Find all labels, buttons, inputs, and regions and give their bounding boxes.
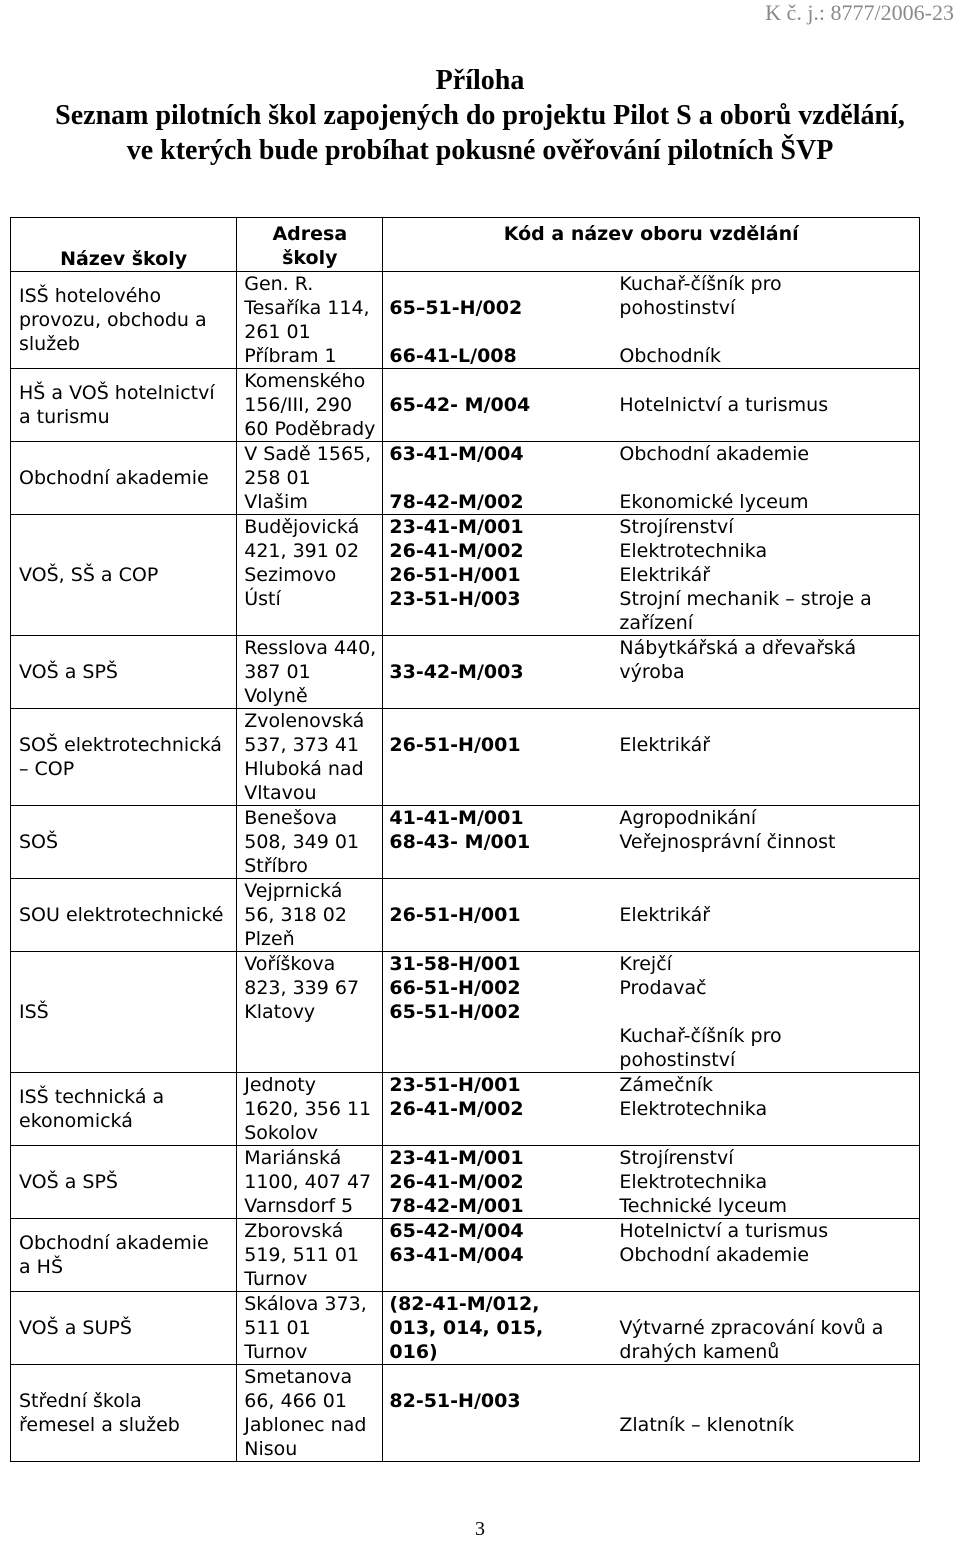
address-line: 261 01 xyxy=(244,321,311,343)
field-name: Technické lyceum xyxy=(619,1195,787,1217)
field-of-study-entry xyxy=(389,684,919,708)
field-of-study-entry xyxy=(389,1048,919,1072)
field-name: Obchodník xyxy=(619,345,721,367)
school-name xyxy=(19,1365,236,1461)
school-name-line: SOŠ elektrotechnická xyxy=(19,734,222,756)
field-of-study-cell xyxy=(383,709,920,806)
school-address-cell xyxy=(237,1292,383,1365)
field-name xyxy=(619,320,919,344)
school-name-cell xyxy=(11,1365,237,1462)
heading-line-1: Příloha xyxy=(435,65,525,96)
school-name xyxy=(19,636,236,708)
heading-line-2: Seznam pilotních škol zapojených do projektu Pilot S a oborů vzdělání, xyxy=(55,100,905,131)
table-row xyxy=(11,952,920,1073)
field-code xyxy=(389,1024,619,1048)
table-row xyxy=(11,636,920,709)
field-of-study-cell xyxy=(383,1146,920,1219)
field-of-study-entry xyxy=(389,563,919,587)
field-of-study-entry xyxy=(389,393,919,417)
field-name: Elektrotechnika xyxy=(619,540,768,562)
address-line: Stříbro xyxy=(244,855,308,877)
field-name xyxy=(619,854,919,878)
school-address-cell xyxy=(237,369,383,442)
field-name: Obchodní akademie xyxy=(619,1244,810,1266)
field-code: 013, 014, 015, xyxy=(389,1317,544,1339)
field-name: Výtvarné zpracování kovů a xyxy=(619,1317,884,1339)
table-header-row xyxy=(11,218,920,272)
school-name-line: a turismu xyxy=(19,406,110,428)
field-code xyxy=(389,684,619,708)
address-line: Vlašim xyxy=(244,491,308,513)
field-code xyxy=(389,757,619,781)
address-line: Budějovická xyxy=(244,516,360,538)
field-of-study-entry xyxy=(389,1024,919,1048)
field-of-study-entry xyxy=(389,806,919,830)
address-line: Turnov xyxy=(244,1341,308,1363)
school-name-cell xyxy=(11,1292,237,1365)
field-of-study-entry xyxy=(389,587,919,611)
address-line: Vejprnická xyxy=(244,880,343,902)
school-name-line: Obchodní akademie xyxy=(19,467,209,489)
field-of-study-cell xyxy=(383,272,920,369)
address-line: 508, 349 01 xyxy=(244,831,360,853)
field-of-study-entry xyxy=(389,781,919,805)
field-code: 26-51-H/001 xyxy=(389,564,521,586)
field-name xyxy=(619,369,919,393)
address-line: 511 01 xyxy=(244,1317,311,1339)
field-code xyxy=(389,1365,619,1389)
field-of-study-entry xyxy=(389,1146,919,1170)
field-code xyxy=(389,854,619,878)
field-of-study-entry xyxy=(389,1219,919,1243)
school-name-cell xyxy=(11,806,237,879)
field-name xyxy=(619,709,919,733)
address-line: Plzeň xyxy=(244,928,295,950)
field-name: Zámečník xyxy=(619,1074,714,1096)
address-line: 1620, 356 11 xyxy=(244,1098,372,1120)
field-name: Elektrikář xyxy=(619,564,711,586)
school-address-cell xyxy=(237,879,383,952)
field-code xyxy=(389,417,619,441)
field-of-study-entry xyxy=(389,1437,919,1461)
address-line: Zborovská xyxy=(244,1220,344,1242)
school-name-line: Střední škola xyxy=(19,1390,142,1412)
field-code xyxy=(389,636,619,660)
school-name xyxy=(19,952,236,1072)
school-name-cell xyxy=(11,1219,237,1292)
field-of-study-entry xyxy=(389,1194,919,1218)
field-of-study-cell xyxy=(383,369,920,442)
address-line: 56, 318 02 xyxy=(244,904,347,926)
address-line: Benešova xyxy=(244,807,338,829)
address-line: Turnov xyxy=(244,1268,308,1290)
school-name xyxy=(19,1292,236,1364)
header-school-name xyxy=(11,218,237,272)
field-code: 78-42-M/002 xyxy=(389,491,524,513)
field-of-study-cell xyxy=(383,879,920,952)
school-address-cell xyxy=(237,1219,383,1292)
address-line: 1100, 407 47 xyxy=(244,1171,372,1193)
address-line: Klatovy xyxy=(244,1001,316,1023)
field-code xyxy=(389,611,619,635)
school-name-cell xyxy=(11,952,237,1073)
field-of-study-cell xyxy=(383,1292,920,1365)
field-code: 65–51-H/002 xyxy=(389,297,523,319)
address-line: Sokolov xyxy=(244,1122,319,1144)
school-name-line: VOŠ, SŠ a COP xyxy=(19,564,159,586)
school-address-cell xyxy=(237,1073,383,1146)
school-name-line: ISŠ xyxy=(19,1001,49,1023)
field-name: Obchodní akademie xyxy=(619,443,810,465)
field-of-study-cell xyxy=(383,442,920,515)
field-code: 26-41-M/002 xyxy=(389,1171,524,1193)
field-of-study-entry xyxy=(389,1389,919,1413)
field-name xyxy=(619,1389,919,1413)
school-name-cell xyxy=(11,515,237,636)
field-of-study-entry xyxy=(389,442,919,466)
field-of-study-entry xyxy=(389,1413,919,1437)
field-name xyxy=(619,927,919,951)
field-name xyxy=(619,781,919,805)
field-code: 26-51-H/001 xyxy=(389,904,521,926)
field-of-study-entry xyxy=(389,417,919,441)
school-name-line: ISŠ technická a xyxy=(19,1086,165,1108)
field-name: Elektrikář xyxy=(619,904,711,926)
field-code: 23-51-H/001 xyxy=(389,1074,521,1096)
field-code: (82-41-M/012, xyxy=(389,1293,540,1315)
table-row xyxy=(11,1219,920,1292)
field-code: 016) xyxy=(389,1341,438,1363)
address-line: Zvolenovská xyxy=(244,710,365,732)
field-name xyxy=(619,1437,919,1461)
table-row xyxy=(11,709,920,806)
field-code xyxy=(389,709,619,733)
field-of-study-entry xyxy=(389,903,919,927)
field-of-study-cell xyxy=(383,1073,920,1146)
field-code: 33-42-M/003 xyxy=(389,661,524,683)
address-line: Resslova 440, xyxy=(244,637,377,659)
field-name: Strojírenství xyxy=(619,516,734,538)
school-name-line: ISŠ hotelového xyxy=(19,285,162,307)
school-name-cell xyxy=(11,879,237,952)
address-line: 519, 511 01 xyxy=(244,1244,360,1266)
address-line: 537, 373 41 xyxy=(244,734,360,756)
school-name xyxy=(19,369,236,441)
field-of-study-entry xyxy=(389,515,919,539)
table-row xyxy=(11,515,920,636)
field-of-study-entry xyxy=(389,1243,919,1267)
address-line: 421, 391 02 xyxy=(244,540,360,562)
field-name xyxy=(619,1292,919,1316)
address-line: Gen. R. xyxy=(244,273,314,295)
field-code: 63-41-M/004 xyxy=(389,443,524,465)
field-code xyxy=(389,927,619,951)
field-name xyxy=(619,1267,919,1291)
address-line: Jednoty xyxy=(244,1074,316,1096)
field-code: 78-42-M/001 xyxy=(389,1195,524,1217)
school-name-line: a HŠ xyxy=(19,1256,64,1278)
field-code: 23-41-M/001 xyxy=(389,1147,524,1169)
field-of-study-entry xyxy=(389,490,919,514)
address-line: V Sadě 1565, xyxy=(244,443,372,465)
school-name-cell xyxy=(11,1146,237,1219)
address-line: Příbram 1 xyxy=(244,345,337,367)
school-name xyxy=(19,806,236,878)
table-row xyxy=(11,442,920,515)
field-name: Ekonomické lyceum xyxy=(619,491,809,513)
table-row xyxy=(11,272,920,369)
table-row xyxy=(11,1073,920,1146)
school-name-line: – COP xyxy=(19,758,75,780)
address-line: Jablonec nad xyxy=(244,1414,367,1436)
header-address xyxy=(237,218,383,272)
field-name: výroba xyxy=(619,661,685,683)
table-row xyxy=(11,1146,920,1219)
field-code xyxy=(389,369,619,393)
reference-number: K č. j.: 8777/2006-23 xyxy=(765,0,954,25)
field-code xyxy=(389,1048,619,1072)
field-name xyxy=(619,417,919,441)
school-name-line: SOŠ xyxy=(19,831,59,853)
field-name: pohostinství xyxy=(619,297,736,319)
school-name xyxy=(19,272,236,368)
school-address-cell xyxy=(237,442,383,515)
field-name: Elektrotechnika xyxy=(619,1171,768,1193)
field-name: Elektrotechnika xyxy=(619,1098,768,1120)
field-of-study-entry xyxy=(389,320,919,344)
field-of-study-entry xyxy=(389,1316,919,1340)
field-of-study-cell xyxy=(383,952,920,1073)
field-of-study-entry xyxy=(389,709,919,733)
field-code: 68-43- M/001 xyxy=(389,831,531,853)
field-name: Strojní mechanik – stroje a xyxy=(619,588,872,610)
field-of-study-entry xyxy=(389,1267,919,1291)
field-name xyxy=(619,1000,919,1024)
field-code xyxy=(389,466,619,490)
address-line: Tesaříka 114, xyxy=(244,297,370,319)
field-code: 65-42- M/004 xyxy=(389,394,531,416)
header-school-name-text: Název školy xyxy=(60,248,188,270)
field-code: 65-51-H/002 xyxy=(389,1001,521,1023)
document-heading xyxy=(0,63,960,168)
school-name-line: Obchodní akademie xyxy=(19,1232,209,1254)
school-address-cell xyxy=(237,1365,383,1462)
address-line: Varnsdorf 5 xyxy=(244,1195,354,1217)
table-row xyxy=(11,879,920,952)
field-name: Kuchař-číšník pro xyxy=(619,273,782,295)
address-line: 258 01 xyxy=(244,467,311,489)
field-of-study-entry xyxy=(389,369,919,393)
field-code xyxy=(389,781,619,805)
field-name xyxy=(619,466,919,490)
school-name-line: SOU elektrotechnické xyxy=(19,904,224,926)
field-name xyxy=(619,757,919,781)
field-code: 65-42-M/004 xyxy=(389,1220,524,1242)
address-line: Ústí xyxy=(244,588,281,610)
field-of-study-entry xyxy=(389,344,919,368)
field-code xyxy=(389,1121,619,1145)
field-of-study-entry xyxy=(389,854,919,878)
field-code xyxy=(389,1267,619,1291)
field-of-study-cell xyxy=(383,1219,920,1292)
header-address-line-2: školy xyxy=(282,247,338,269)
table-row xyxy=(11,1292,920,1365)
school-name xyxy=(19,879,236,951)
address-line: Nisou xyxy=(244,1438,298,1460)
table-row xyxy=(11,806,920,879)
address-line: Voříškova xyxy=(244,953,336,975)
field-of-study-entry xyxy=(389,296,919,320)
field-of-study-entry xyxy=(389,1097,919,1121)
school-name xyxy=(19,709,236,805)
field-name: Veřejnosprávní činnost xyxy=(619,831,836,853)
field-name: Kuchař-číšník pro xyxy=(619,1025,782,1047)
field-of-study-entry xyxy=(389,879,919,903)
school-name-cell xyxy=(11,1073,237,1146)
school-address-cell xyxy=(237,636,383,709)
school-name-cell xyxy=(11,442,237,515)
field-code: 66-51-H/002 xyxy=(389,977,521,999)
field-code: 26-41-M/002 xyxy=(389,540,524,562)
table-row xyxy=(11,1365,920,1462)
field-of-study-entry xyxy=(389,1121,919,1145)
address-line: Volyně xyxy=(244,685,308,707)
school-address-cell xyxy=(237,806,383,879)
field-of-study-entry xyxy=(389,830,919,854)
field-of-study-cell xyxy=(383,636,920,709)
field-name: Nábytkářská a dřevařská xyxy=(619,637,857,659)
field-of-study-entry xyxy=(389,466,919,490)
school-name-line: provozu, obchodu a xyxy=(19,309,207,331)
school-address-cell xyxy=(237,709,383,806)
field-of-study-entry xyxy=(389,976,919,1000)
schools-table xyxy=(10,217,920,1462)
field-code xyxy=(389,1413,619,1437)
field-name: Agropodnikání xyxy=(619,807,757,829)
address-line: 156/III, 290 xyxy=(244,394,353,416)
field-code: 31-58-H/001 xyxy=(389,953,521,975)
field-of-study-entry xyxy=(389,1365,919,1389)
field-name: Hotelnictví a turismus xyxy=(619,1220,829,1242)
field-name xyxy=(619,684,919,708)
field-code xyxy=(389,1437,619,1461)
school-address-cell xyxy=(237,272,383,369)
field-of-study-entry xyxy=(389,1340,919,1364)
school-name-line: služeb xyxy=(19,333,80,355)
school-name-cell xyxy=(11,369,237,442)
field-name: Elektrikář xyxy=(619,734,711,756)
school-name xyxy=(19,1146,236,1218)
field-name: Hotelnictví a turismus xyxy=(619,394,829,416)
field-code: 26-41-M/002 xyxy=(389,1098,524,1120)
field-code xyxy=(389,879,619,903)
field-of-study-entry xyxy=(389,952,919,976)
address-line: Komenského xyxy=(244,370,366,392)
field-name: pohostinství xyxy=(619,1049,736,1071)
header-field-of-study-text: Kód a název oboru vzdělání xyxy=(503,223,799,245)
field-name: drahých kamenů xyxy=(619,1341,780,1363)
header-address-line-1: Adresa xyxy=(272,223,348,245)
address-line: Skálova 373, xyxy=(244,1293,367,1315)
field-of-study-entry xyxy=(389,733,919,757)
field-code: 41-41-M/001 xyxy=(389,807,524,829)
school-name-line: VOŠ a SPŠ xyxy=(19,661,118,683)
school-name xyxy=(19,442,236,514)
field-of-study-entry xyxy=(389,1000,919,1024)
address-line: Mariánská xyxy=(244,1147,342,1169)
address-line: 387 01 xyxy=(244,661,311,683)
field-name: zařízení xyxy=(619,612,694,634)
address-line: Smetanova xyxy=(244,1366,353,1388)
table-row xyxy=(11,369,920,442)
school-name-cell xyxy=(11,636,237,709)
address-line: Vltavou xyxy=(244,782,317,804)
field-of-study-entry xyxy=(389,1170,919,1194)
field-code: 66-41-L/008 xyxy=(389,345,517,367)
school-name-line: ekonomická xyxy=(19,1110,133,1132)
school-address-cell xyxy=(237,952,383,1073)
field-name: Krejčí xyxy=(619,953,672,975)
field-of-study-entry xyxy=(389,272,919,296)
school-name-line: HŠ a VOŠ hotelnictví xyxy=(19,382,215,404)
field-of-study-entry xyxy=(389,539,919,563)
field-name xyxy=(619,1121,919,1145)
address-line: Sezimovo xyxy=(244,564,337,586)
school-address-cell xyxy=(237,1146,383,1219)
field-name: Zlatník – klenotník xyxy=(619,1414,795,1436)
field-of-study-entry xyxy=(389,611,919,635)
field-of-study-entry xyxy=(389,1292,919,1316)
field-code: 82-51-H/003 xyxy=(389,1390,521,1412)
field-of-study-entry xyxy=(389,636,919,660)
school-name xyxy=(19,1073,236,1145)
field-name xyxy=(619,1365,919,1389)
field-code: 23-41-M/001 xyxy=(389,516,524,538)
field-name: Strojírenství xyxy=(619,1147,734,1169)
school-name xyxy=(19,515,236,635)
field-of-study-cell xyxy=(383,806,920,879)
field-code xyxy=(389,320,619,344)
field-of-study-entry xyxy=(389,1073,919,1097)
field-code xyxy=(389,272,619,296)
field-of-study-entry xyxy=(389,927,919,951)
field-code: 63-41-M/004 xyxy=(389,1244,524,1266)
address-line: 823, 339 67 xyxy=(244,977,360,999)
school-name xyxy=(19,1219,236,1291)
field-of-study-cell xyxy=(383,1365,920,1462)
heading-line-3: ve kterých bude probíhat pokusné ověřování pilotních ŠVP xyxy=(126,135,834,166)
school-address-cell xyxy=(237,515,383,636)
school-name-line: řemesel a služeb xyxy=(19,1414,180,1436)
field-name: Prodavač xyxy=(619,977,707,999)
school-name-line: VOŠ a SUPŠ xyxy=(19,1317,132,1339)
address-line: 66, 466 01 xyxy=(244,1390,347,1412)
address-line: Hluboká nad xyxy=(244,758,364,780)
address-line: 60 Poděbrady xyxy=(244,418,376,440)
field-of-study-entry xyxy=(389,660,919,684)
school-name-cell xyxy=(11,709,237,806)
field-of-study-cell xyxy=(383,515,920,636)
school-name-cell xyxy=(11,272,237,369)
header-field-of-study xyxy=(383,218,920,272)
field-code: 23-51-H/003 xyxy=(389,588,521,610)
school-name-line: VOŠ a SPŠ xyxy=(19,1171,118,1193)
field-of-study-entry xyxy=(389,757,919,781)
field-code: 26-51-H/001 xyxy=(389,734,521,756)
page-number: 3 xyxy=(475,1518,485,1540)
field-name xyxy=(619,879,919,903)
